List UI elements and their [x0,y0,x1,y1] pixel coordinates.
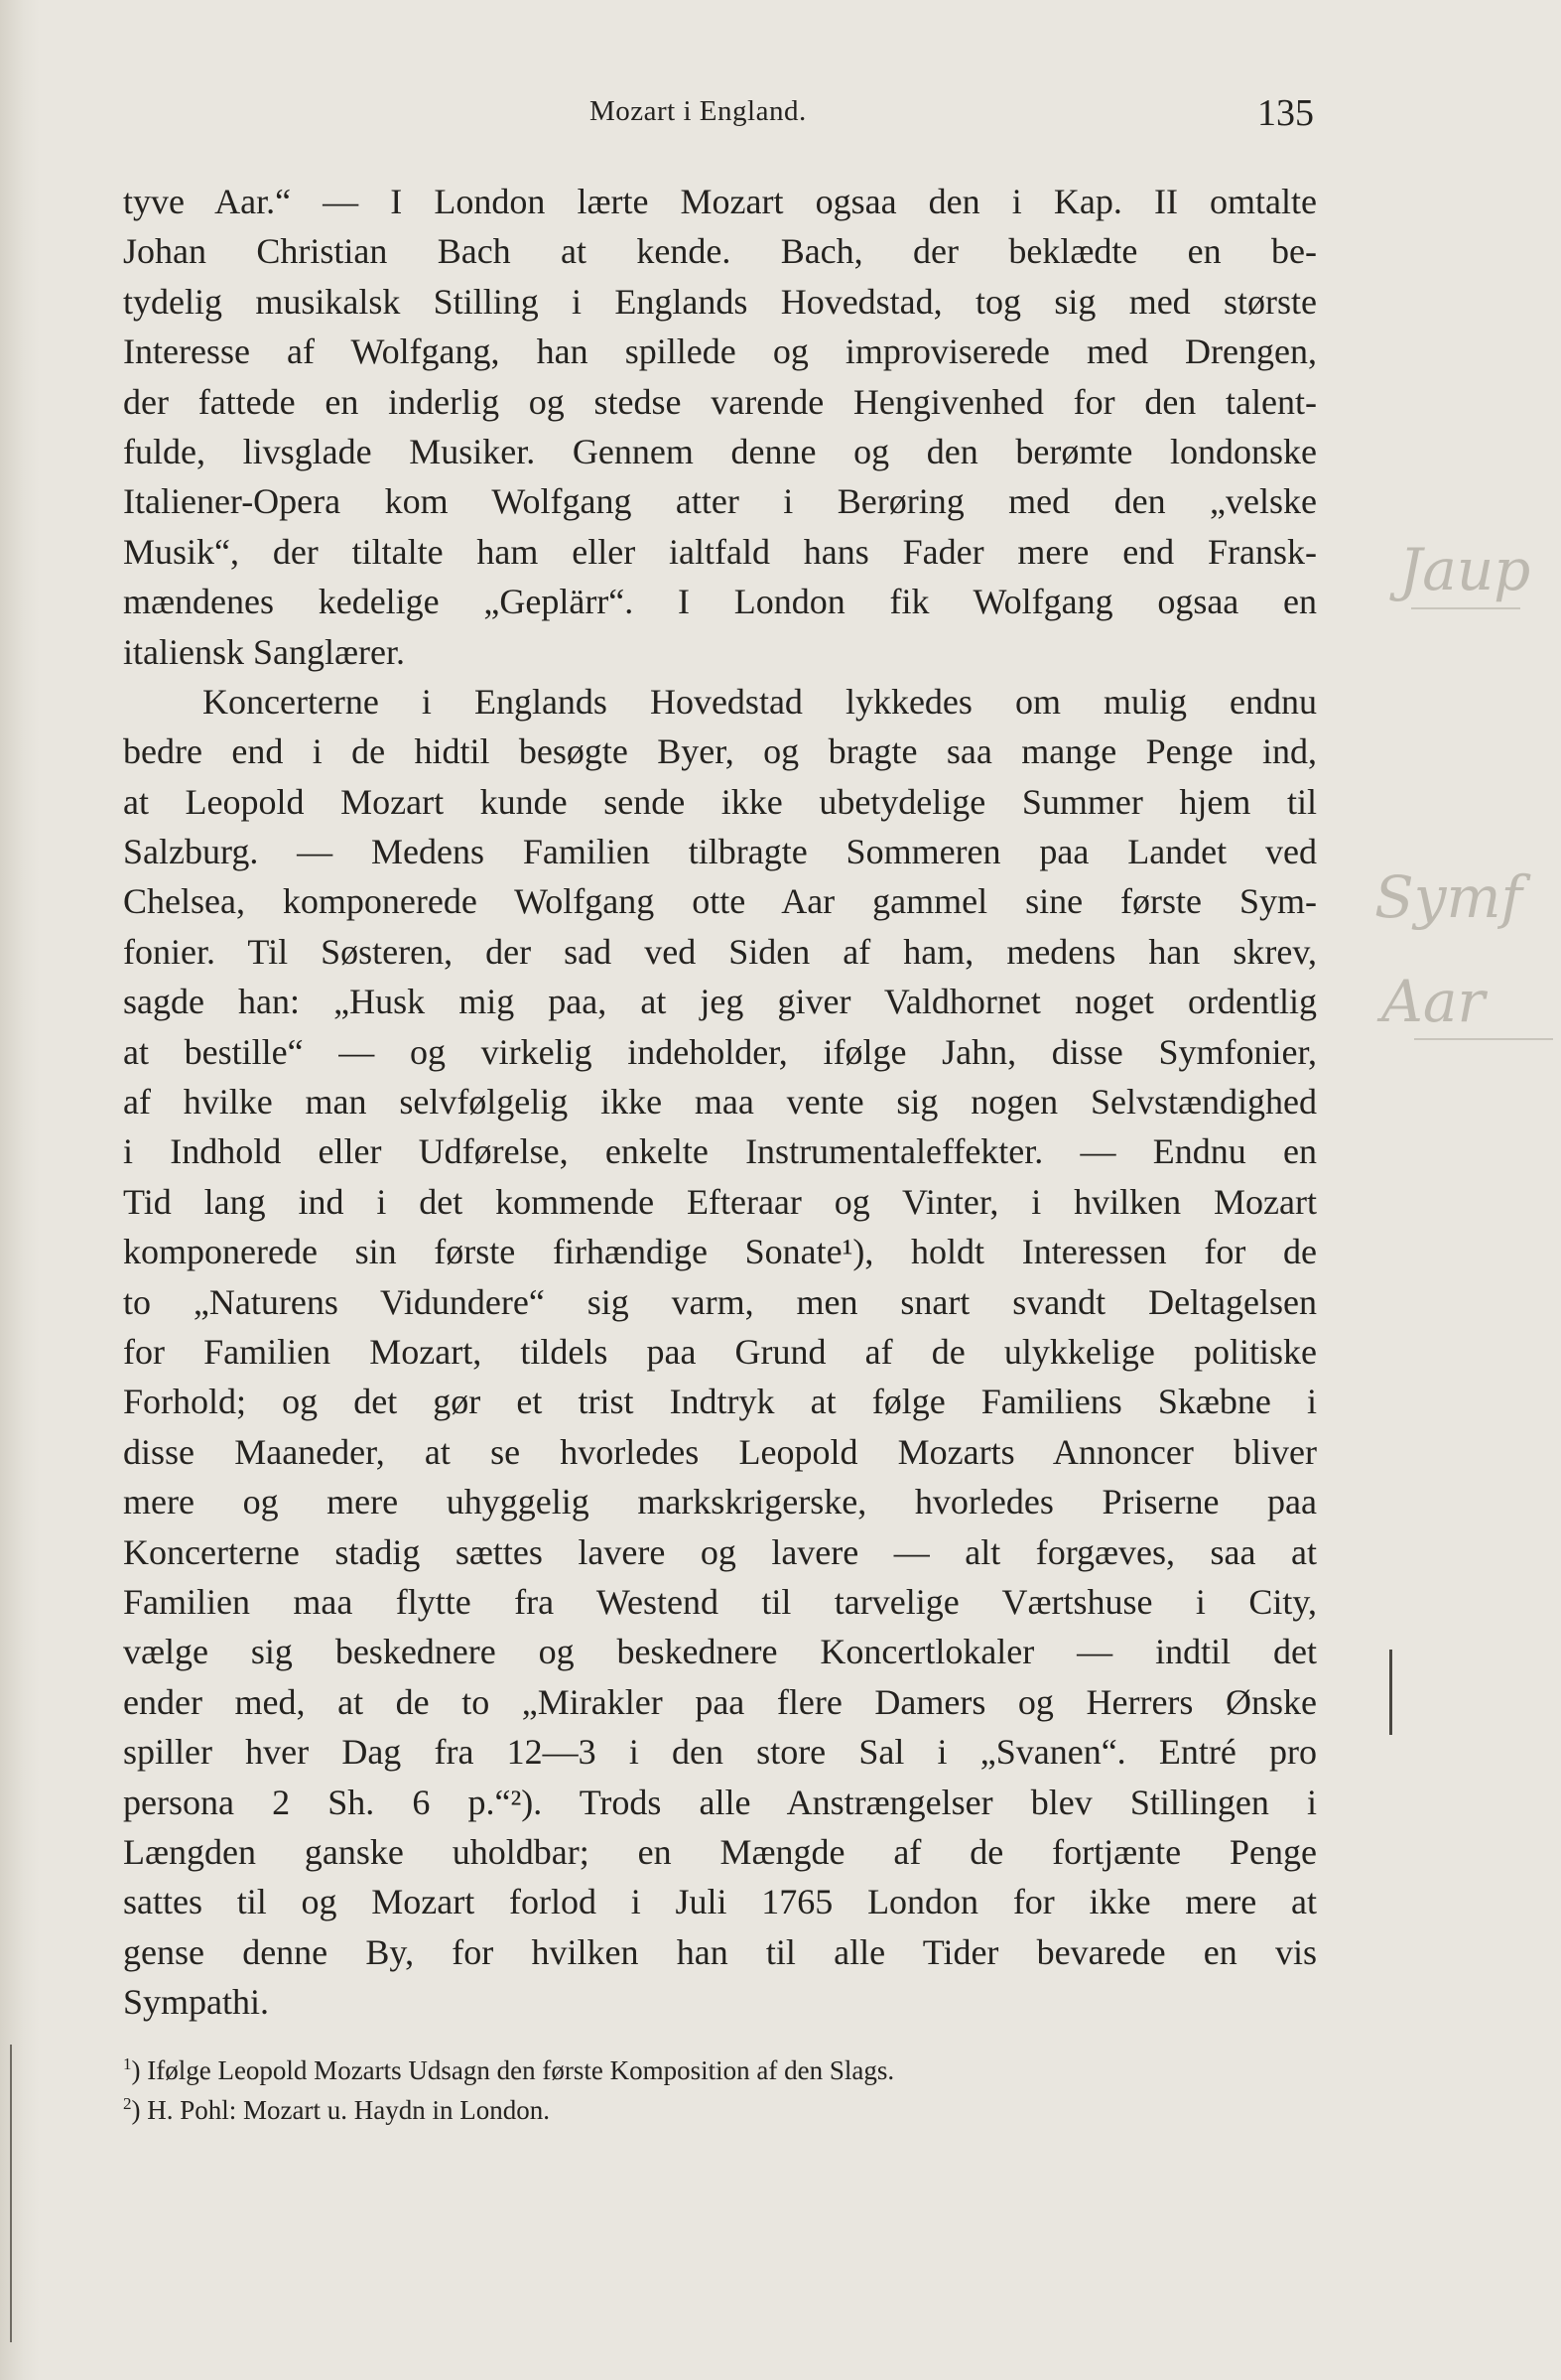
margin-underline [1414,1038,1553,1040]
text-line: tyve Aar.“ — I London lærte Mozart ogsaa den i Kap. II omtalte [123,182,1317,221]
margin-underline [1411,607,1520,609]
text-line: Chelsea, komponerede Wolfgang otte Aar gammel sine første Sym- [123,881,1317,922]
running-title: Mozart i England. [589,95,807,127]
page-binding-shadow [0,0,40,2380]
text-line: mændenes kedelige „Geplärr“. I London fik Wolfgang ogsaa en [123,582,1317,622]
page-header [123,91,1314,141]
text-line: Johan Christian Bach at kende. Bach, der beklædte en be- [123,231,1317,272]
text-line: komponerede sin første firhændige Sonate¹), holdt Interessen for de [123,1232,1317,1272]
footnote [123,2090,1317,2130]
text-line: der fattede en inderlig og stedse varende Hengivenhed for den talent- [123,381,1317,422]
text-line: fonier. Til Søsteren, der sad ved Siden af ham, medens han skrev, [123,931,1317,972]
text-line: persona 2 Sh. 6 p.“²). Trods alle Anstrængelser blev Stillingen i [123,1782,1317,1822]
text-line: Længden ganske uholdbar; en Mængde af de fortjænte Penge [123,1831,1317,1872]
text-line: fulde, livsglade Musiker. Gennem denne og den berømte londonske [123,431,1317,471]
text-line: bedre end i de hidtil besøgte Byer, og bragte saa mange Penge ind, [123,731,1317,772]
text-line: Familien maa flytte fra Westend til tarvelige Værtshuse i City, [123,1581,1317,1622]
text-line: Italiener-Opera kom Wolfgang atter i Berøring med den „velske [123,481,1317,522]
text-line: vælge sig beskednere og beskednere Koncertlokaler — indtil det [123,1632,1317,1672]
text-line: Interesse af Wolfgang, han spillede og improviserede med Drengen, [123,331,1317,372]
text-line: for Familien Mozart, tildels paa Grund af de ulykkelige politiske [123,1331,1317,1372]
text-line: Koncerterne stadig sættes lavere og lavere — alt forgæves, saa at [123,1531,1317,1572]
text-line: gense denne By, for hvilken han til alle Tider bevarede en vis [123,1931,1317,1972]
text-line: spiller hver Dag fra 12—3 i den store Sal i „Svanen“. Entré pro [123,1732,1317,1773]
text-line: at bestille“ — og virkelig indeholder, ifølge Jahn, disse Symfonier, [123,1031,1317,1072]
footnote [123,2050,1317,2090]
text-line: Musik“, der tiltalte ham eller ialtfald hans Fader mere end Fransk- [123,531,1317,572]
text-line: Forhold; og det gør et trist Indtryk at følge Familiens Skæbne i [123,1382,1317,1422]
margin-bar [1389,1650,1392,1735]
footnote-mark: 1 [123,2054,132,2073]
text-line: tydelig musikalsk Stilling i Englands Hovedstad, tog sig med største [123,281,1317,322]
text-line: mere og mere uhyggelig markskrigerske, hvorledes Priserne paa [123,1482,1317,1522]
text-line: sagde han: „Husk mig paa, at jeg giver Valdhornet noget ordentlig [123,982,1317,1022]
text-line: Tid lang ind i det kommende Efteraar og Vinter, i hvilken Mozart [123,1181,1317,1222]
footnote-mark: 2 [123,2094,132,2113]
margin-annotation: Jaup [1399,536,1531,603]
text-line: af hvilke man selvfølgelig ikke maa vente sig nogen Selvstændighed [123,1082,1317,1123]
margin-annotation: Symf [1374,863,1522,931]
footnote-text: ) Ifølge Leopold Mozarts Udsagn den første Komposition af den Slags. [131,2055,895,2085]
page-number: 135 [1257,92,1314,134]
binding-edge-line [10,2045,12,2342]
footnotes [123,2050,1317,2130]
text-line: to „Naturens Vidundere“ sig varm, men snart svandt Deltagelsen [123,1281,1317,1322]
footnote-text: ) H. Pohl: Mozart u. Haydn in London. [131,2095,550,2125]
text-line: i Indhold eller Udførelse, enkelte Instrumentaleffekter. — Endnu en [123,1131,1317,1172]
text-line: Sympathi. [123,1982,270,2023]
text-line: at Leopold Mozart kunde sende ikke ubetydelige Summer hjem til [123,781,1317,822]
text-line: disse Maaneder, at se hvorledes Leopold Mozarts Annoncer bliver [123,1431,1317,1472]
text-line: italiensk Sanglærer. [123,631,405,672]
text-line: ender med, at de to „Mirakler paa flere Damers og Herrers Ønske [123,1681,1317,1722]
text-line: Koncerterne i Englands Hovedstad lykkedes om mulig endnu [202,681,1317,722]
text-line: sattes til og Mozart forlod i Juli 1765 London for ikke mere at [123,1882,1317,1922]
margin-annotation: Aar [1381,968,1486,1035]
text-line: Salzburg. — Medens Familien tilbragte Sommeren paa Landet ved [123,832,1317,872]
body-text [123,177,1317,2027]
